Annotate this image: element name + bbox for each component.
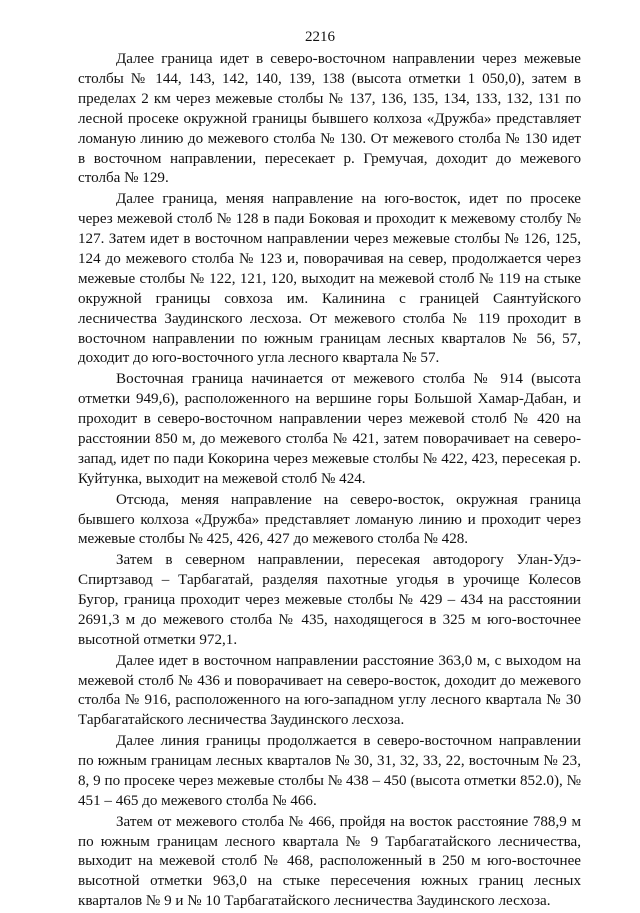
paragraph-6: Далее идет в восточном направлении расстояние 363,0 м, с выходом на межевой столб № 436 и поворачивает на северо-восток, доходит до межевого столба № 916, расположенного на юго-западном углу лесного квартала № 30 Тарбагатайского лесничества Заудинского лесхоза. bbox=[78, 652, 581, 729]
paragraph-8: Затем от межевого столба № 466, пройдя на восток расстояние 788,9 м по южным границам лесного квартала № 9 Тарбагатайского лесничества, выходит на межевой столб № 468, расположенный в 250 м юго-восточнее высотной отметки 963,0 на стыке пересечения южных границ лесных кварталов № 9 и № 10 Тарбагатайского лесничества Заудинского лесхоза. bbox=[78, 813, 581, 910]
document-body bbox=[78, 50, 581, 913]
paragraph-2: Далее граница, меняя направление на юго-восток, идет по просеке через межевой столб № 128 в пади Боковая и проходит к межевому столбу № 127. Затем идет в восточном направлении через межевые столбы № 126, 125, 124 до межевого столба № 123 и, поворачивая на север, продолжается через межевые столбы № 122, 121, 120, выходит на межевой столб № 119 на стыке окружной границы совхоза им. Калинина с границей Саянтуйского лесничества Заудинского лесхоза. От межевого столба № 119 проходит в восточном направлении по южным границам лесных кварталов № 56, 57, доходит до юго-восточного угла лесного квартала № 57. bbox=[78, 191, 581, 367]
paragraph-4: Отсюда, меняя направление на северо-восток, окружная граница бывшего колхоза «Дружба» представляет ломаную линию и проходит через межевые столбы № 425, 426, 427 до межевого столба № 428. bbox=[78, 491, 581, 548]
paragraph-3: Восточная граница начинается от межевого столба № 914 (высота отметки 949,6), расположенного на вершине горы Большой Хамар-Дабан, и проходит в северо-восточном направлении через межевой столб № 420 на расстоянии 850 м, до межевого столба № 421, затем поворачивает на северо-запад, идет по пади Кокорина через межевые столбы № 422, 423, пересекая р. Куйтунка, выходит на межевой столб № 424. bbox=[78, 371, 581, 487]
paragraph-1: Далее граница идет в северо-восточном направлении через межевые столбы № 144, 143, 142, 140, 139, 138 (высота отметки 1 050,0), затем в пределах 2 км через межевые столбы № 137, 136, 135, 134, 133, 132, 131 по лесной просеке окружной границы бывшего колхоза «Дружба» представляет ломаную линию до межевого столба № 130. От межевого столба № 130 идет в восточном направлении, пересекает р. Гремучая, доходит до межевого столба № 129. bbox=[78, 51, 581, 187]
paragraph-5: Затем в северном направлении, пересекая автодорогу Улан-Удэ-Спиртзавод – Тарбагатай, разделяя пахотные угодья в урочище Колесов Бугор, граница проходит через межевые столбы № 429 – 434 на расстоянии 2691,3 м до межевого столба № 435, находящегося в 325 м юго-восточнее высотной отметки 972,1. bbox=[78, 552, 581, 648]
page-number: 2216 bbox=[305, 29, 335, 45]
paragraph-7: Далее линия границы продолжается в северо-восточном направлении по южным границам лесных кварталов № 30, 31, 32, 33, 22, восточным № 23, 8, 9 по просеке через межевые столбы № 438 – 450 (высота отметки 852.0), № 451 – 465 до межевого столба № 466. bbox=[78, 733, 581, 809]
